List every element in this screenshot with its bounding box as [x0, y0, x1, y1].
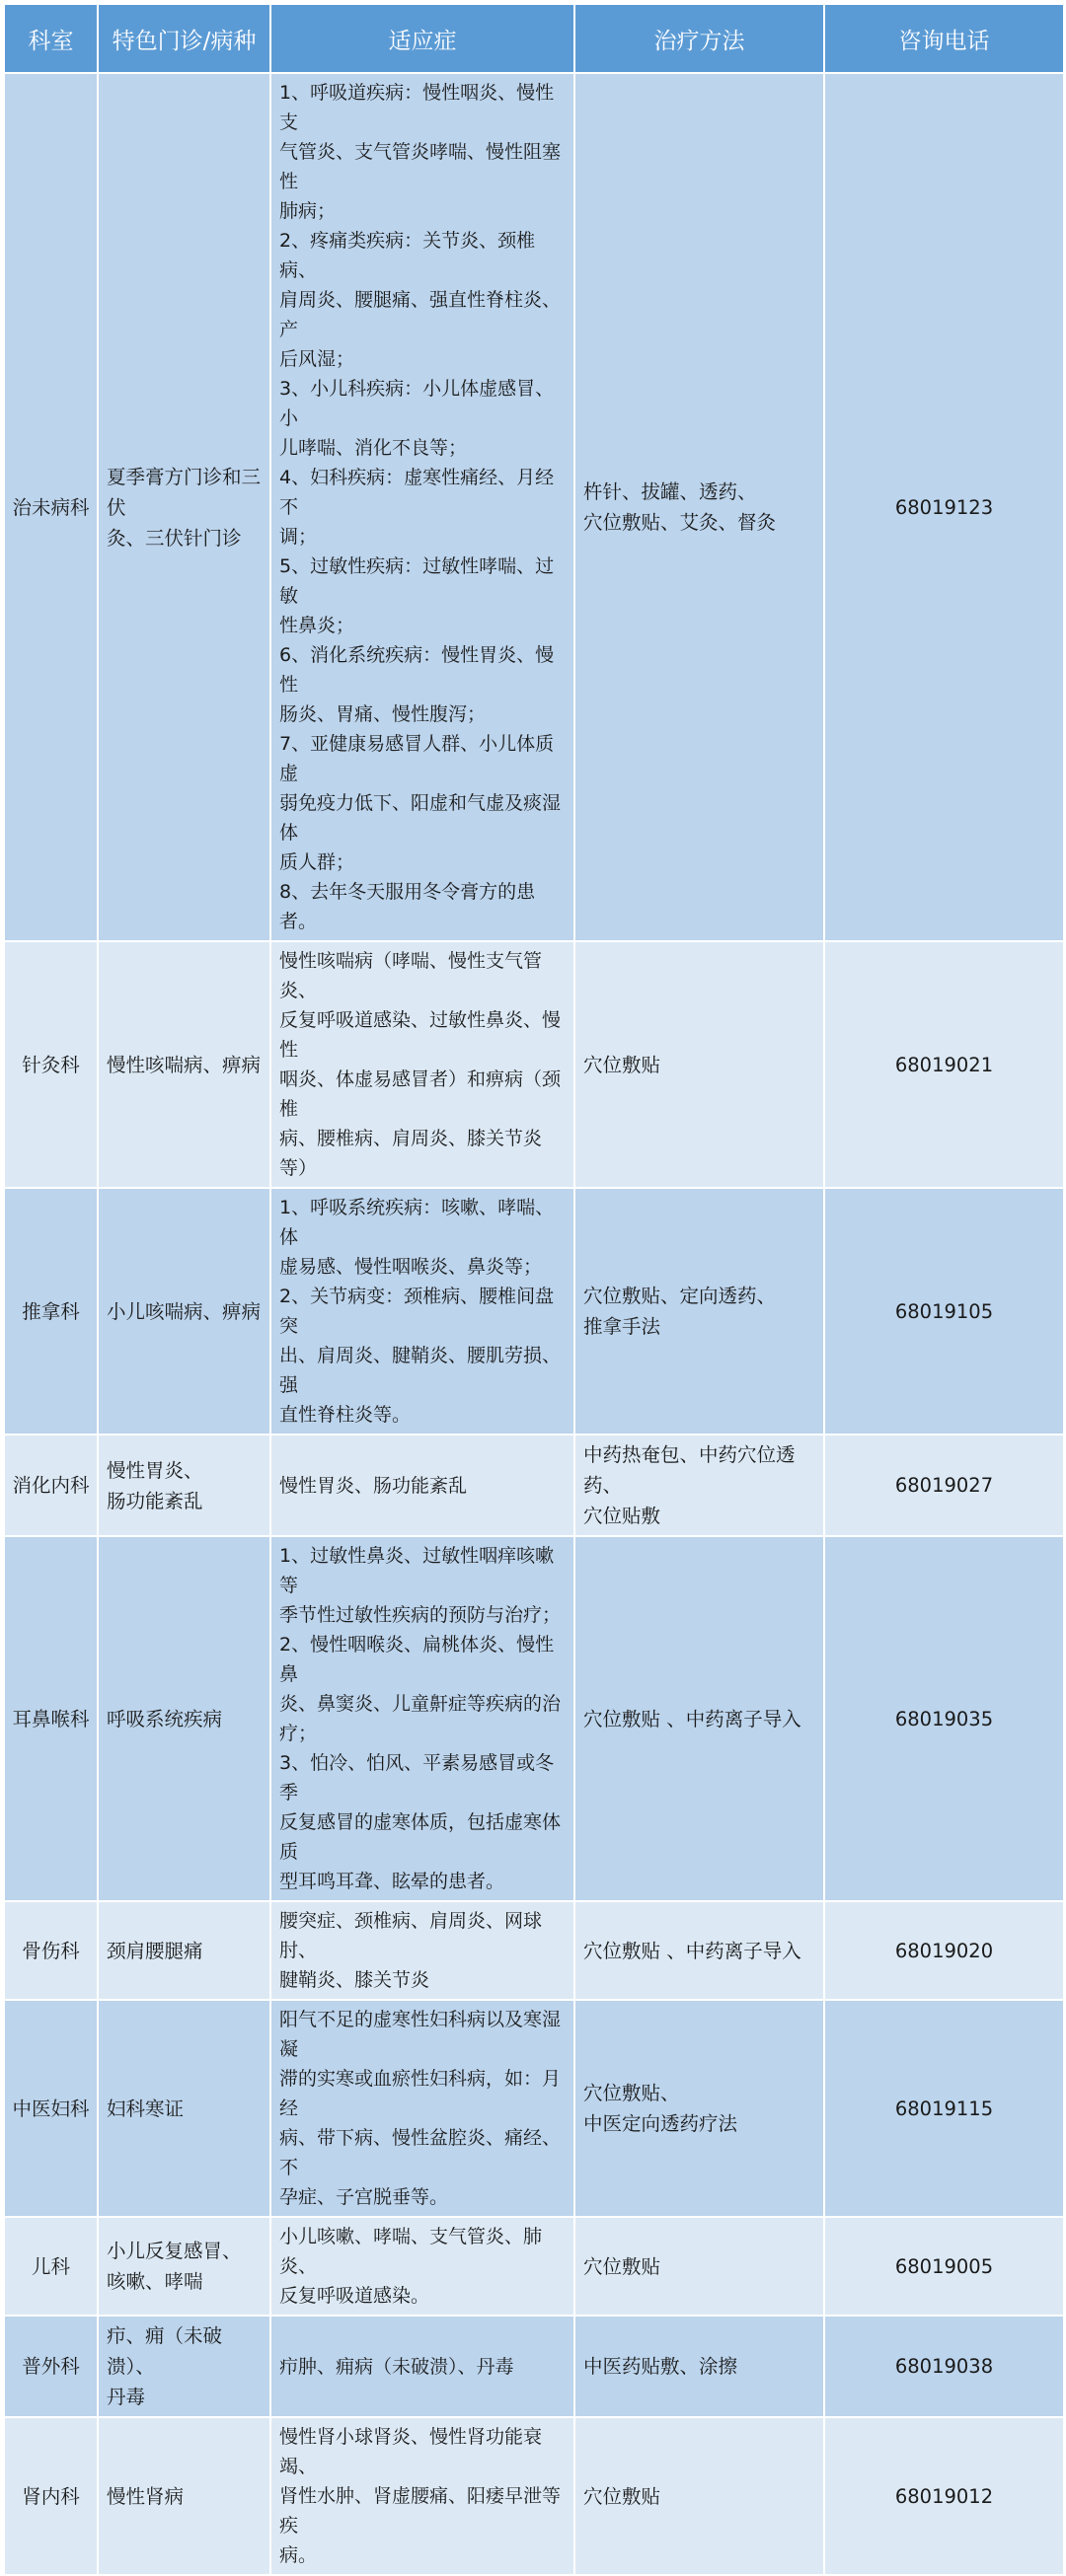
indications-cell-line: 炎、鼻窦炎、儿童鼾症等疾病的治 [279, 1693, 562, 1715]
indications-cell-line: 5、过敏性疾病：过敏性哮喘、过敏 [279, 555, 555, 607]
indications-cell-line: 弱免疫力低下、阳虚和气虚及痰湿体 [279, 792, 562, 844]
table-row [4, 1435, 1064, 1536]
indications-cell [270, 941, 574, 1188]
clinic-cell [98, 73, 270, 941]
indications-cell-line: 儿哮喘、消化不良等； [279, 437, 468, 459]
indications-cell-line: 慢性胃炎、肠功能紊乱 [279, 1474, 468, 1497]
header-treatment: 治疗方法 [574, 4, 824, 73]
clinic-cell [98, 1901, 270, 2000]
clinic-cell [98, 2316, 270, 2417]
treatment-cell [574, 2316, 824, 2417]
header-clinic: 特色门诊/病种 [98, 4, 270, 73]
clinic-cell-line: 小儿反复感冒、 [107, 2240, 242, 2262]
dept-cell: 消化内科 [4, 1435, 98, 1536]
phone-cell: 68019020 [824, 1901, 1064, 2000]
indications-cell-line: 质人群； [279, 851, 355, 873]
indications-cell-line: 小儿咳嗽、哮喘、支气管炎、肺炎、 [279, 2226, 543, 2277]
treatment-cell-line: 中医定向透药疗法 [583, 2112, 738, 2135]
dept-cell: 耳鼻喉科 [4, 1536, 98, 1901]
clinic-cell-line: 妇科寒证 [107, 2097, 185, 2120]
indications-cell-line: 1、呼吸系统疾病：咳嗽、哮喘、体 [279, 1197, 555, 1248]
clinic-cell-line: 慢性咳喘病、痹病 [107, 1053, 262, 1076]
clinic-cell-line: 夏季膏方门诊和三伏 [107, 465, 262, 519]
indications-cell [270, 1435, 574, 1536]
indications-cell-line: 季节性过敏性疾病的预防与治疗； [279, 1604, 562, 1626]
treatment-cell [574, 1435, 824, 1536]
clinic-cell-line: 颈肩腰腿痛 [107, 1939, 203, 1962]
indications-cell-line: 肾性水肿、肾虚腰痛、阳痿早泄等疾 [279, 2485, 562, 2537]
clinic-cell-line: 肠功能紊乱 [107, 1489, 203, 1512]
indications-cell-line: 调； [279, 526, 318, 548]
clinic-cell-line: 咳嗽、哮喘 [107, 2270, 203, 2293]
indications-cell-line: 2、关节病变：颈椎病、腰椎间盘突 [279, 1286, 555, 1337]
indications-cell-line: 性鼻炎； [279, 615, 355, 636]
header-row [4, 4, 1064, 73]
treatment-cell-line: 穴位敷贴 [583, 1053, 661, 1076]
indications-cell-line: 病、带下病、慢性盆腔炎、痛经、不 [279, 2127, 562, 2178]
clinic-cell-line: 呼吸系统疾病 [107, 1707, 223, 1730]
table-row [4, 2316, 1064, 2417]
treatment-cell-line: 中药热奄包、中药穴位透药、 [583, 1443, 796, 1497]
clinic-cell [98, 2417, 270, 2575]
indications-cell [270, 1536, 574, 1901]
treatment-cell [574, 2000, 824, 2217]
indications-cell-line: 滞的实寒或血瘀性妇科病，如：月经 [279, 2068, 562, 2119]
indications-cell-line: 1、呼吸道疾病：慢性咽炎、慢性支 [279, 82, 555, 133]
treatment-cell [574, 1188, 824, 1435]
phone-cell: 68019005 [824, 2217, 1064, 2316]
phone-cell: 68019115 [824, 2000, 1064, 2217]
dept-cell: 骨伤科 [4, 1901, 98, 2000]
dept-cell: 肾内科 [4, 2417, 98, 2575]
indications-cell-line: 疖肿、痈病（未破溃）、丹毒 [279, 2355, 514, 2378]
treatment-cell [574, 2217, 824, 2316]
treatment-cell [574, 2417, 824, 2575]
treatment-cell-line: 推拿手法 [583, 1315, 661, 1338]
indications-cell-line: 3、小儿科疾病：小儿体虚感冒、小 [279, 378, 555, 429]
indications-cell [270, 2000, 574, 2217]
indications-cell [270, 2217, 574, 2316]
treatment-cell-line: 杵针、拔罐、透药、 [583, 480, 757, 503]
clinic-cell [98, 1435, 270, 1536]
phone-cell: 68019123 [824, 73, 1064, 941]
indications-cell-line: 腰突症、颈椎病、肩周炎、网球肘、 [279, 1910, 543, 1961]
table-row [4, 1188, 1064, 1435]
indications-cell-line: 3、怕冷、怕风、平素易感冒或冬季 [279, 1752, 555, 1803]
phone-cell: 68019038 [824, 2316, 1064, 2417]
clinic-cell [98, 2217, 270, 2316]
dept-cell: 针灸科 [4, 941, 98, 1188]
table-row [4, 1901, 1064, 2000]
table-row [4, 73, 1064, 941]
treatment-cell [574, 941, 824, 1188]
indications-cell-line: 8、去年冬天服用冬令膏方的患者。 [279, 881, 536, 932]
indications-cell-line: 2、疼痛类疾病：关节炎、颈椎病、 [279, 230, 536, 281]
dept-cell: 推拿科 [4, 1188, 98, 1435]
header-indications: 适应症 [270, 4, 574, 73]
indications-cell-line: 4、妇科疾病：虚寒性痛经、月经不 [279, 467, 555, 518]
treatment-cell-line: 穴位敷贴 、中药离子导入 [583, 1939, 801, 1962]
phone-cell: 68019035 [824, 1536, 1064, 1901]
clinic-cell-line: 丹毒 [107, 2386, 146, 2408]
indications-cell-line: 咽炎、体虚易感冒者）和痹病（颈椎 [279, 1068, 562, 1120]
indications-cell-line: 1、过敏性鼻炎、过敏性咽痒咳嗽等 [279, 1545, 555, 1596]
clinic-cell-line: 慢性胃炎、 [107, 1458, 203, 1482]
indications-cell-line: 病。 [279, 2544, 318, 2566]
indications-cell-line: 型耳鸣耳聋、眩晕的患者。 [279, 1871, 505, 1892]
indications-cell [270, 2316, 574, 2417]
indications-cell-line: 肩周炎、腰腿痛、强直性脊柱炎、产 [279, 289, 562, 340]
indications-cell-line: 2、慢性咽喉炎、扁桃体炎、慢性鼻 [279, 1634, 555, 1685]
clinic-cell [98, 941, 270, 1188]
indications-cell [270, 1901, 574, 2000]
indications-cell-line: 腱鞘炎、膝关节炎 [279, 1969, 430, 1991]
table-body [4, 73, 1064, 2575]
clinic-cell-line: 灸、三伏针门诊 [107, 526, 242, 550]
clinic-cell [98, 1536, 270, 1901]
phone-cell: 68019027 [824, 1435, 1064, 1536]
header-dept: 科室 [4, 4, 98, 73]
indications-cell-line: 病、腰椎病、肩周炎、膝关节炎等） [279, 1128, 543, 1179]
indications-cell-line: 气管炎、支气管炎哮喘、慢性阻塞性 [279, 141, 562, 192]
clinic-cell-line: 疖、痈（未破溃）、 [107, 2324, 223, 2378]
treatment-cell-line: 穴位敷贴、艾灸、督灸 [583, 511, 777, 534]
indications-cell-line: 6、消化系统疾病：慢性胃炎、慢性 [279, 644, 555, 696]
table-row [4, 1536, 1064, 1901]
clinic-cell-line: 小儿咳喘病、痹病 [107, 1299, 262, 1323]
table-row [4, 941, 1064, 1188]
indications-cell-line: 肠炎、胃痛、慢性腹泻； [279, 703, 487, 725]
treatment-cell-line: 穴位敷贴、定向透药、 [583, 1285, 777, 1307]
treatment-cell-line: 穴位敷贴 [583, 2254, 661, 2278]
treatment-cell [574, 1536, 824, 1901]
phone-cell: 68019021 [824, 941, 1064, 1188]
treatment-cell-line: 穴位敷贴、 [583, 2082, 680, 2104]
treatment-cell-line: 穴位贴敷 [583, 1505, 661, 1527]
indications-cell-line: 直性脊柱炎等。 [279, 1404, 412, 1426]
phone-cell: 68019105 [824, 1188, 1064, 1435]
indications-cell [270, 1188, 574, 1435]
header-phone: 咨询电话 [824, 4, 1064, 73]
indications-cell-line: 孕症、子宫脱垂等。 [279, 2186, 449, 2208]
table-row [4, 2000, 1064, 2217]
indications-cell-line: 阳气不足的虚寒性妇科病以及寒湿凝 [279, 2009, 562, 2060]
indications-cell-line: 慢性肾小球肾炎、慢性肾功能衰竭、 [279, 2426, 543, 2477]
treatment-table-sheet [3, 3, 1063, 2576]
clinic-table [3, 3, 1065, 2576]
phone-cell: 68019012 [824, 2417, 1064, 2575]
treatment-cell-line: 穴位敷贴 、中药离子导入 [583, 1707, 801, 1730]
indications-cell-line: 疗； [279, 1723, 318, 1744]
treatment-cell-line: 穴位敷贴 [583, 2484, 661, 2508]
indications-cell [270, 2417, 574, 2575]
clinic-cell [98, 1188, 270, 1435]
table-row [4, 2217, 1064, 2316]
indications-cell-line: 肺病； [279, 200, 337, 222]
dept-cell: 普外科 [4, 2316, 98, 2417]
indications-cell-line: 出、肩周炎、腱鞘炎、腰肌劳损、强 [279, 1345, 562, 1396]
indications-cell-line: 反复呼吸道感染、过敏性鼻炎、慢性 [279, 1009, 562, 1061]
treatment-cell [574, 1901, 824, 2000]
dept-cell: 儿科 [4, 2217, 98, 2316]
indications-cell-line: 反复感冒的虚寒体质，包括虚寒体质 [279, 1811, 562, 1863]
treatment-cell-line: 中医药贴敷、涂擦 [583, 2355, 738, 2378]
dept-cell: 治未病科 [4, 73, 98, 941]
table-row [4, 2417, 1064, 2575]
dept-cell: 中医妇科 [4, 2000, 98, 2217]
indications-cell-line: 7、亚健康易感冒人群、小儿体质虚 [279, 733, 555, 784]
clinic-cell [98, 2000, 270, 2217]
indications-cell-line: 后风湿； [279, 348, 355, 370]
indications-cell-line: 反复呼吸道感染。 [279, 2285, 430, 2307]
indications-cell-line: 虚易感、慢性咽喉炎、鼻炎等； [279, 1256, 543, 1278]
indications-cell-line: 慢性咳喘病（哮喘、慢性支气管炎、 [279, 950, 543, 1001]
clinic-cell-line: 慢性肾病 [107, 2484, 185, 2508]
treatment-cell [574, 73, 824, 941]
indications-cell [270, 73, 574, 941]
